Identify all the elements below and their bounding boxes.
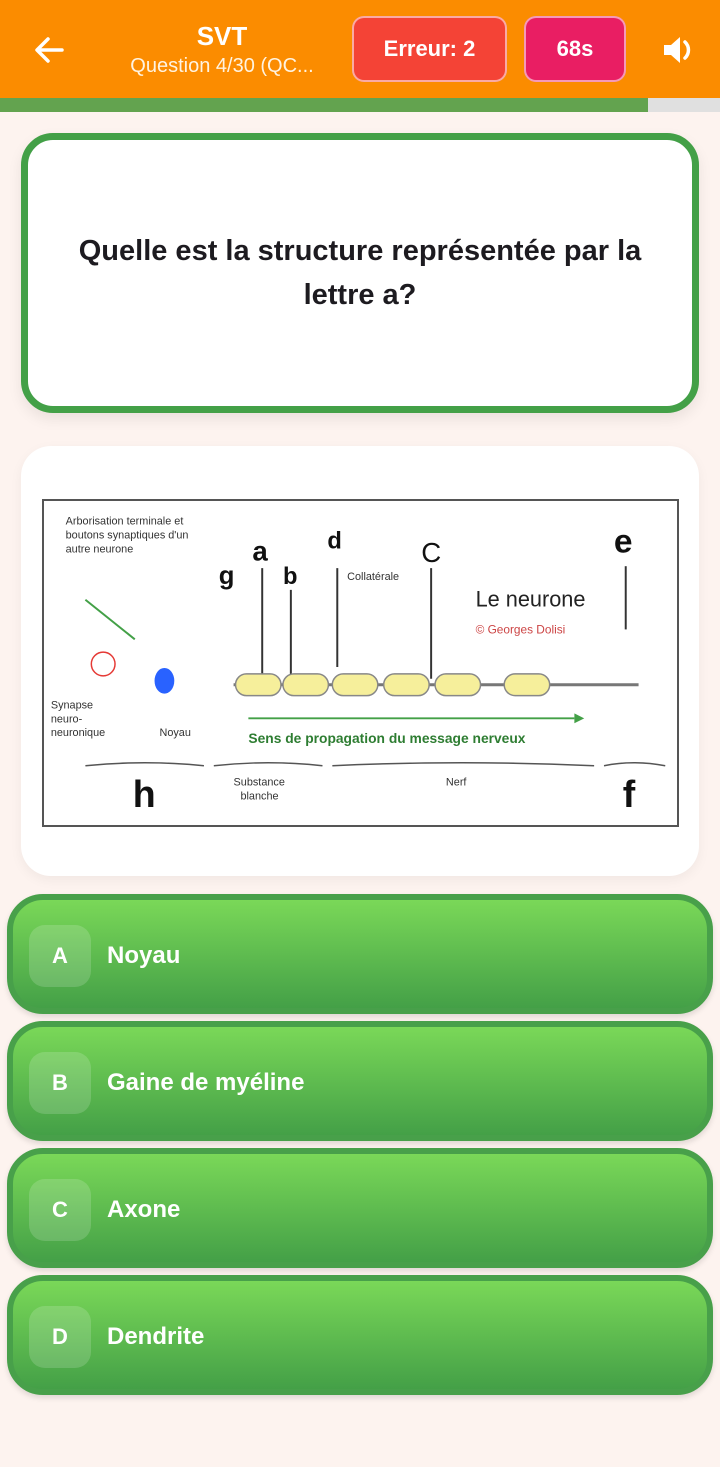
question-card [21,133,699,413]
arrow-left-icon [28,28,72,72]
option-a-button[interactable] [7,894,713,1014]
option-label: Axone [107,1196,181,1223]
question-counter: Question 4/30 (QC... [130,55,314,77]
svg-text:f: f [622,773,636,816]
header-titles [110,20,334,80]
svg-text:Le neurone: Le neurone [475,586,586,612]
option-letter: A [29,925,91,987]
svg-text:Noyau: Noyau [159,727,191,740]
svg-text:Collatérale: Collatérale [347,571,400,584]
svg-text:Nerf: Nerf [445,776,467,789]
subject-title: SVT [196,21,248,51]
option-b-button[interactable] [7,1021,713,1141]
svg-text:e: e [613,523,633,561]
svg-text:a: a [252,535,268,567]
app-bar [0,0,720,98]
svg-text:neuronique: neuronique [50,727,106,740]
option-label: Noyau [107,942,181,969]
svg-text:h: h [132,773,156,816]
svg-text:b: b [282,563,298,590]
svg-text:Sens de propagation du message: Sens de propagation du message nerveux [248,730,526,747]
option-letter: B [29,1052,91,1114]
option-d-button[interactable] [7,1275,713,1395]
svg-text:neuro-: neuro- [50,713,83,726]
svg-text:boutons synaptiques d'un: boutons synaptiques d'un [65,529,189,542]
question-text: Quelle est la structure représentée par la lettre a? [78,235,642,311]
option-letter: C [29,1179,91,1241]
option-label: Dendrite [107,1323,205,1350]
svg-text:Synapse: Synapse [50,699,94,712]
sound-button[interactable] [658,30,698,70]
svg-text:Substance: Substance [233,776,285,789]
svg-text:Arborisation terminale et: Arborisation terminale et [65,515,184,528]
image-card [21,446,699,876]
svg-text:autre neurone: autre neurone [65,543,134,556]
option-c-button[interactable] [7,1148,713,1268]
neuron-diagram [42,499,679,827]
svg-text:C: C [421,537,442,569]
volume-icon [658,30,698,70]
svg-text:d: d [327,528,342,555]
option-letter: D [29,1306,91,1368]
progress-fill [0,98,648,112]
timer-badge: 68s [524,16,626,82]
back-button[interactable] [28,28,72,72]
error-count-badge: Erreur: 2 [352,16,507,82]
progress-bar [0,98,720,112]
svg-text:g: g [218,561,235,590]
svg-text:blanche: blanche [240,790,279,803]
svg-text:© Georges Dolisi: © Georges Dolisi [475,622,566,637]
option-label: Gaine de myéline [107,1069,305,1096]
